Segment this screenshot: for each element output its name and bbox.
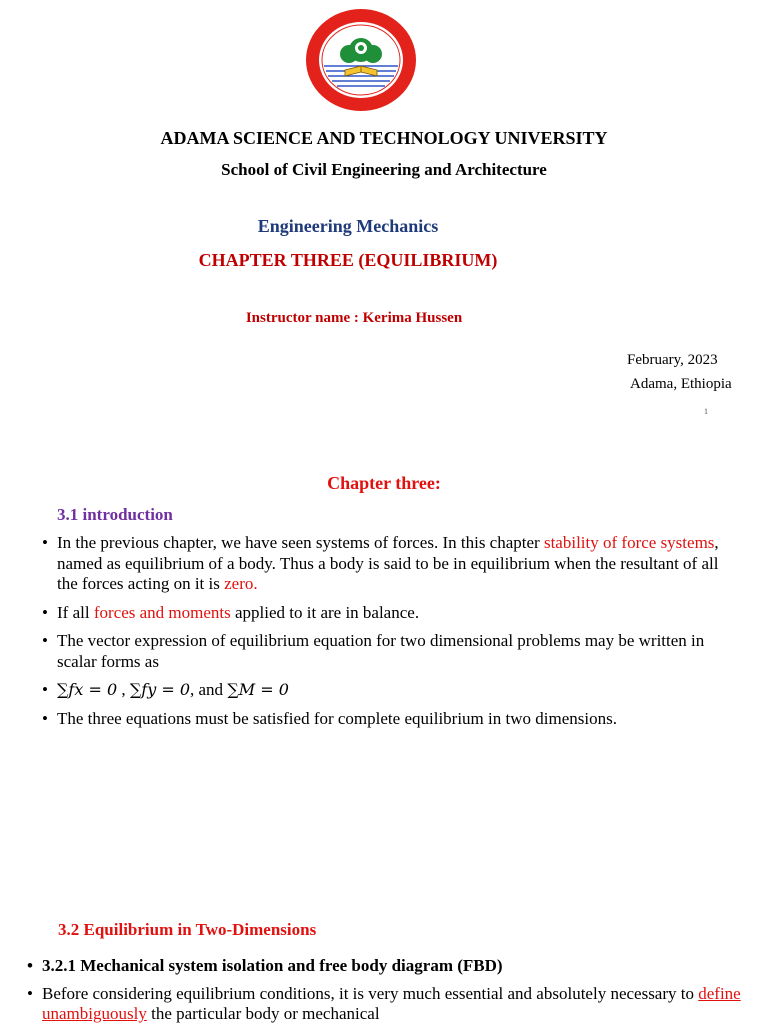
list-item: [42, 709, 742, 730]
list-item: [42, 533, 742, 595]
equation-sum-fx: ∑fx = 0: [57, 680, 118, 699]
chapter-title: CHAPTER THREE (EQUILIBRIUM): [198, 250, 498, 270]
text-run: the particular body or mechanical: [146, 1004, 380, 1023]
date-text: February, 2023: [627, 352, 718, 368]
place-text: Adama, Ethiopia: [630, 376, 732, 392]
highlight-text: forces and moments: [93, 602, 231, 622]
intro-bullet-list: [42, 533, 742, 737]
equation-sum-m: ∑M = 0: [227, 680, 289, 699]
equation-sum-fy: ∑fy = 0: [129, 680, 191, 699]
text-run: If all: [57, 602, 94, 622]
list-item: [42, 603, 742, 624]
text-run: ,: [117, 680, 130, 699]
school-name: School of Civil Engineering and Architecture: [221, 160, 547, 179]
university-name: ADAMA SCIENCE AND TECHNOLOGY UNIVERSITY: [160, 128, 608, 148]
text-run: , and: [190, 680, 228, 699]
text-run: In the previous chapter, we have seen systems of forces. In this chapter: [57, 533, 544, 552]
list-item: [27, 956, 747, 976]
text-run: 3.2.1 Mechanical system isolation and free body diagram (FBD): [42, 956, 503, 975]
instructor-name: Instructor name : Kerima Hussen: [245, 310, 463, 326]
list-item: [42, 631, 742, 672]
subsection-3-2-heading: 3.2 Equilibrium in Two-Dimensions: [58, 920, 317, 939]
fbd-bullet-list: [27, 956, 747, 1032]
highlight-text: stability of force systems: [543, 533, 715, 552]
subsection-3-1-heading: 3.1 introduction: [57, 505, 173, 524]
list-item: [27, 984, 747, 1024]
section-heading: Chapter three:: [327, 473, 441, 493]
text-run: The vector expression of equilibrium equation for two dimensional problems may be written in scalar forms as: [57, 631, 705, 671]
highlight-text: define unambiguously: [42, 984, 741, 1023]
page-number: 1: [704, 407, 708, 416]
text-run: Before considering equilibrium conditions, it is very much essential and absolutely necessary to: [42, 984, 699, 1003]
text-run: The three equations must be satisfied for complete equilibrium in two dimensions.: [57, 708, 617, 728]
course-title: Engineering Mechanics: [257, 216, 439, 236]
list-item-equations: [42, 680, 742, 701]
highlight-text: zero.: [224, 574, 258, 593]
text-run: applied to it are in balance.: [230, 602, 420, 622]
text-run: , named as equilibrium of a body. Thus a body is said to be in equilibrium when the resultant of all the forces acting on it is: [57, 533, 719, 593]
university-logo: [304, 8, 418, 112]
